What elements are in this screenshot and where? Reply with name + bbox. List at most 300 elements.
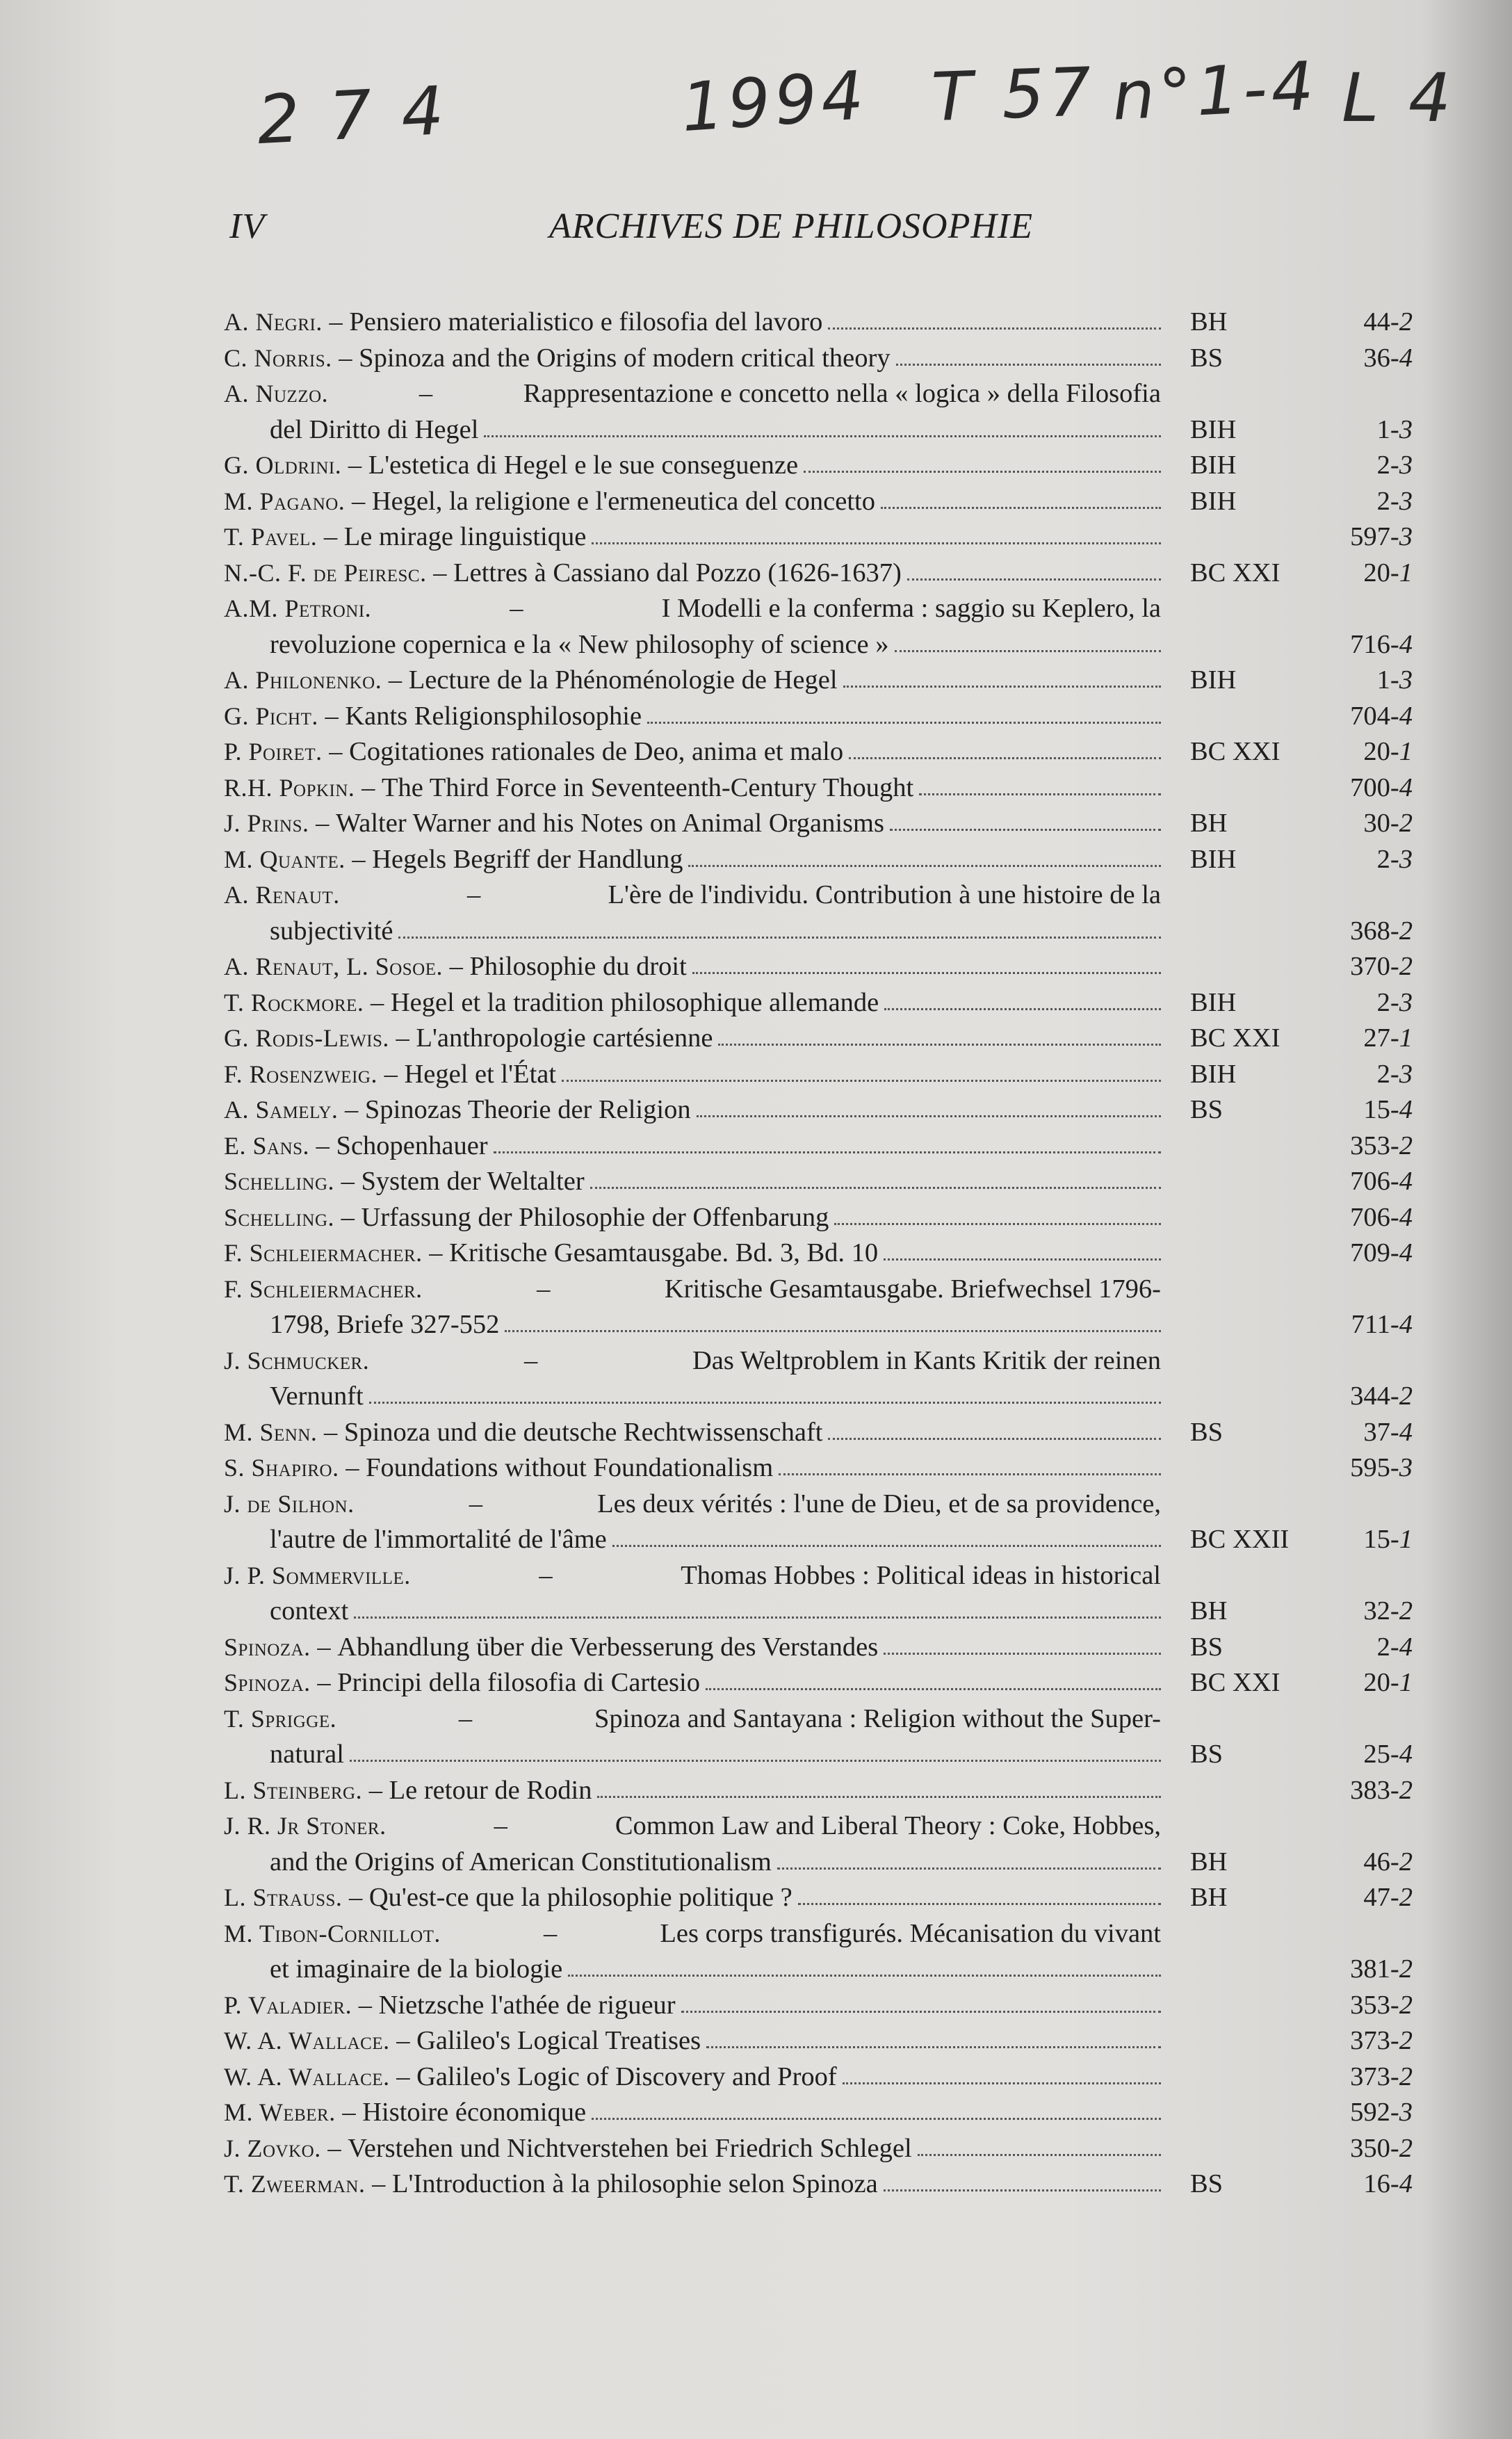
entry-dash: – — [345, 486, 372, 516]
leader-dots — [798, 1903, 1161, 1905]
entry-author: A. Nuzzo. — [224, 380, 329, 407]
entry-line — [224, 1128, 1413, 1165]
entry-text — [224, 806, 1161, 842]
entry-bulletin-code: BH — [1190, 809, 1228, 838]
entry-title: System der Weltalter — [361, 1167, 585, 1196]
index-entry — [224, 1272, 1413, 1343]
leader-dots — [592, 2118, 1161, 2120]
entry-page-ref — [1377, 842, 1413, 878]
index-entry — [224, 448, 1413, 484]
entry-page-number: 2- — [1376, 451, 1399, 480]
entry-page-ref — [1350, 1988, 1413, 2024]
entry-title: Thomas Hobbes : Political ideas in historical — [681, 1560, 1161, 1590]
entry-line — [224, 2023, 1413, 2059]
entry-author: A. Samely. — [224, 1096, 339, 1124]
entry-page-ref — [1350, 1235, 1413, 1272]
entry-title: Hegel et la tradition philosophique allemande — [390, 987, 879, 1017]
entry-bulletin-code: BIH — [1190, 665, 1237, 695]
entry-page-number: 2- — [1376, 1059, 1399, 1089]
index-entry — [224, 2166, 1413, 2203]
index-entry — [224, 341, 1413, 377]
entry-issue-number: 1 — [1399, 1668, 1413, 1697]
entry-title: Galileo's Logical Treatises — [416, 2026, 701, 2055]
entry-page-ref — [1363, 305, 1413, 341]
entry-issue-number: 4 — [1399, 1095, 1413, 1124]
entry-issue-number: 4 — [1399, 1167, 1413, 1196]
entry-title: Le mirage linguistique — [343, 522, 587, 551]
entry-bulletin-code: BIH — [1190, 486, 1237, 516]
entry-dash: – — [503, 594, 530, 623]
entry-title: Spinozas Theorie der Religion — [364, 1095, 691, 1124]
leader-dots — [484, 435, 1161, 437]
index-entry — [224, 1665, 1413, 1701]
entry-dash: – — [310, 1668, 338, 1697]
entry-page-number: 383- — [1350, 1775, 1399, 1805]
index-entry — [224, 1450, 1413, 1486]
entry-page-ref — [1350, 627, 1413, 663]
entry-page-number: 2- — [1376, 486, 1399, 516]
leader-dots — [692, 972, 1161, 974]
entry-line — [224, 2131, 1413, 2167]
entry-author: G. Rodis-Lewis. — [224, 1024, 389, 1052]
entry-text — [224, 699, 1161, 735]
entry-line — [224, 1200, 1413, 1236]
entry-page-number: 44- — [1363, 307, 1399, 337]
entry-title: revoluzione copernica e la « New philosophy of science » — [270, 629, 889, 659]
leader-dots — [597, 1796, 1161, 1798]
entry-dash: – — [318, 701, 346, 731]
entry-text — [270, 1594, 1161, 1630]
entry-title: Les deux vérités : l'une de Dieu, et de sa providence, — [597, 1489, 1161, 1518]
entry-bulletin-code: BIH — [1190, 844, 1237, 874]
entry-bulletin-code: BC XXI — [1190, 737, 1281, 766]
entry-line — [224, 1701, 1413, 1737]
entry-author: M. Quante. — [224, 845, 346, 873]
entry-line — [224, 1773, 1413, 1809]
entry-issue-number: 4 — [1399, 343, 1413, 373]
entry-text — [224, 1415, 1161, 1451]
entry-line — [224, 2059, 1413, 2096]
entry-title: Philosophie du droit — [469, 952, 687, 981]
entry-line — [224, 1522, 1413, 1558]
entry-author: J. Schmucker. — [224, 1346, 370, 1375]
entry-dash: – — [530, 1274, 557, 1304]
entry-text — [270, 1952, 1161, 1988]
entry-author: F. Rosenzweig. — [224, 1060, 377, 1088]
index-entry — [224, 1128, 1413, 1165]
entry-author: T. Zweerman. — [224, 2170, 366, 2198]
entry-bulletin-code: BC XXII — [1190, 1525, 1290, 1554]
entry-dash: – — [345, 844, 373, 874]
entry-page-number: 592- — [1350, 2098, 1399, 2127]
entry-page-ref — [1377, 448, 1413, 484]
entry-issue-number: 2 — [1399, 916, 1413, 946]
entry-author: M. Tibon-Cornillot. — [224, 1919, 441, 1947]
entry-page-number: 15- — [1363, 1525, 1399, 1554]
entry-page-ref — [1350, 770, 1413, 807]
entry-line — [224, 663, 1413, 699]
entry-dash: – — [377, 1059, 405, 1089]
entry-line — [224, 412, 1413, 448]
entry-dash: – — [332, 343, 359, 373]
leader-dots — [369, 1402, 1161, 1404]
entry-page-number: 344- — [1350, 1381, 1399, 1411]
index-entry — [224, 1916, 1413, 1988]
entry-bulletin-code: BC XXI — [1190, 1668, 1281, 1697]
leader-dots — [843, 686, 1161, 688]
entry-line — [224, 1880, 1413, 1916]
entry-page-ref — [1363, 1737, 1413, 1773]
entry-dash: – — [338, 1095, 365, 1124]
entry-page-number: 716- — [1350, 629, 1399, 659]
entry-author: J. Prins. — [224, 809, 309, 837]
entry-line — [224, 1343, 1413, 1379]
entry-title: subjectivité — [270, 916, 393, 946]
entry-dash: – — [317, 1417, 344, 1447]
entry-title: Cogitationes rationales de Deo, anima et malo — [349, 737, 844, 766]
entry-page-number: 709- — [1350, 1238, 1399, 1267]
entry-issue-number: 1 — [1399, 1023, 1413, 1053]
entry-line — [224, 699, 1413, 735]
entry-author: M. Weber. — [224, 2098, 336, 2126]
leader-dots — [612, 1545, 1161, 1547]
entry-text — [224, 1880, 1161, 1916]
entry-dash: – — [462, 1489, 489, 1518]
entry-issue-number: 3 — [1399, 1453, 1413, 1482]
handwritten-shelfmark — [250, 42, 1467, 160]
index-entry — [224, 806, 1413, 842]
handwritten-note: 2 7 4 — [255, 71, 450, 160]
entry-line — [224, 1808, 1413, 1845]
entry-bulletin-code: BS — [1190, 1417, 1224, 1447]
index-entry — [224, 2095, 1413, 2131]
entry-dash: – — [334, 1202, 361, 1232]
index-entry — [224, 1343, 1413, 1415]
entry-issue-number: 3 — [1399, 522, 1413, 551]
entry-bulletin-code: BC XXI — [1190, 1023, 1281, 1053]
entry-line — [224, 1307, 1413, 1343]
entry-line — [224, 770, 1413, 807]
entry-line — [224, 1164, 1413, 1200]
entry-title: L'ère de l'individu. Contribution à une histoire de la — [608, 880, 1161, 909]
entry-line — [224, 1021, 1413, 1057]
entry-issue-number: 4 — [1399, 1417, 1413, 1447]
entry-dash: – — [422, 1238, 450, 1267]
entry-page-number: 16- — [1363, 2169, 1399, 2198]
entry-page-ref — [1351, 1307, 1413, 1343]
entry-title: The Third Force in Seventeenth-Century Thought — [381, 772, 914, 802]
entry-line — [224, 1845, 1413, 1881]
entry-page-ref — [1377, 1057, 1413, 1093]
entry-issue-number: 2 — [1399, 1954, 1413, 1984]
entry-page-number: 595- — [1350, 1453, 1399, 1482]
entry-dash: – — [342, 1883, 369, 1912]
entry-text — [224, 949, 1161, 985]
entry-title: Spinoza and the Origins of modern critical theory — [359, 343, 891, 373]
entry-title: context — [270, 1596, 349, 1626]
handwritten-note: 1994 — [678, 56, 870, 147]
entry-line — [224, 1665, 1413, 1701]
entry-line — [224, 1057, 1413, 1093]
entry-author: J. R. Jr Stoner. — [224, 1812, 387, 1840]
entry-line — [224, 519, 1413, 556]
entry-author: J. P. Sommerville. — [224, 1561, 411, 1589]
entry-dash: – — [334, 1167, 361, 1196]
leader-dots — [718, 1044, 1161, 1046]
entry-author: W. A. Wallace. — [224, 2027, 390, 2055]
entry-text — [224, 448, 1161, 484]
entry-dash: – — [365, 2169, 392, 2198]
entry-issue-number: 2 — [1399, 1883, 1413, 1912]
entry-author: A. Negri. — [224, 308, 323, 336]
entry-author: G. Oldrini. — [224, 451, 342, 479]
entry-page-ref — [1363, 1415, 1413, 1451]
leader-dots — [505, 1330, 1161, 1332]
entry-page-ref — [1363, 1092, 1413, 1128]
entry-text — [224, 341, 1161, 377]
entry-title: Nietzsche l'athée de rigueur — [378, 1990, 676, 2020]
entry-page-number: 20- — [1363, 737, 1399, 766]
entry-page-ref — [1363, 341, 1413, 377]
index-entry — [224, 2023, 1413, 2059]
leader-dots — [354, 1616, 1161, 1619]
entry-dash: – — [309, 809, 336, 838]
entry-page-number: 20- — [1363, 558, 1399, 588]
entry-line — [224, 1558, 1413, 1594]
entry-title: Hegel et l'État — [404, 1059, 557, 1089]
entry-text — [224, 2166, 1161, 2203]
entry-issue-number: 3 — [1399, 2098, 1413, 2127]
entry-page-number: 1- — [1376, 414, 1399, 444]
entry-page-ref — [1350, 1952, 1413, 1988]
entry-text — [224, 484, 1161, 520]
entry-line — [224, 2166, 1413, 2203]
entry-issue-number: 4 — [1399, 772, 1413, 802]
journal-title: ARCHIVES DE PHILOSOPHIE — [549, 206, 1033, 246]
entry-page-ref — [1350, 2023, 1413, 2059]
entry-author: Spinoza. — [224, 1669, 311, 1696]
handwritten-note: L 4 — [1342, 59, 1456, 137]
entry-page-number: 350- — [1350, 2133, 1399, 2163]
entry-text — [224, 877, 1161, 914]
entry-issue-number: 3 — [1399, 414, 1413, 444]
entry-text — [270, 627, 1161, 663]
entry-issue-number: 2 — [1399, 2061, 1413, 2091]
entry-page-ref — [1350, 914, 1413, 950]
entry-dash: – — [310, 1632, 338, 1662]
entry-dash: – — [382, 665, 409, 695]
entry-title: Das Weltproblem in Kants Kritik der reinen — [692, 1345, 1161, 1375]
entry-issue-number: 2 — [1399, 1847, 1413, 1877]
entry-page-number: 370- — [1350, 952, 1399, 981]
entry-title: Histoire économique — [362, 2098, 587, 2127]
leader-dots — [918, 2154, 1161, 2156]
index-entry — [224, 699, 1413, 735]
entry-author: A. Philonenko. — [224, 666, 382, 694]
entry-page-ref — [1363, 1594, 1413, 1630]
entry-text — [270, 1379, 1161, 1415]
entry-page-number: 597- — [1350, 522, 1399, 551]
leader-dots — [884, 1258, 1161, 1261]
entry-author: N.-C. F. de Peiresc. — [224, 558, 427, 587]
entry-author: J. de Silhon. — [224, 1489, 355, 1518]
entry-bulletin-code: BH — [1190, 1847, 1228, 1877]
entry-line — [224, 305, 1413, 341]
entry-page-ref — [1350, 2095, 1413, 2131]
entry-line — [224, 734, 1413, 770]
entry-page-number: 15- — [1363, 1095, 1399, 1124]
entry-line — [224, 1092, 1413, 1128]
leader-dots — [884, 1653, 1161, 1655]
entry-text — [224, 1665, 1161, 1701]
entry-line — [224, 591, 1413, 627]
entry-page-number: 47- — [1363, 1883, 1399, 1912]
entry-author: A. Renaut. — [224, 881, 340, 909]
leader-dots — [562, 1080, 1161, 1082]
entry-title: Galileo's Logic of Discovery and Proof — [416, 2061, 837, 2091]
entry-line — [224, 1630, 1413, 1666]
entry-issue-number: 4 — [1399, 1310, 1413, 1339]
entry-page-ref — [1350, 1450, 1413, 1486]
entry-page-number: 1- — [1376, 665, 1399, 695]
entry-line — [224, 877, 1413, 914]
entry-issue-number: 3 — [1399, 1059, 1413, 1089]
entry-text — [224, 1092, 1161, 1128]
entry-dash: – — [320, 2133, 348, 2163]
entry-title: natural — [270, 1740, 344, 1769]
entry-text — [224, 663, 1161, 699]
entry-issue-number: 2 — [1399, 1775, 1413, 1805]
entry-page-ref — [1350, 699, 1413, 735]
entry-line — [224, 627, 1413, 663]
entry-line — [224, 1594, 1413, 1630]
entry-issue-number: 3 — [1399, 844, 1413, 874]
entry-line — [224, 1737, 1413, 1773]
entry-page-ref — [1363, 1021, 1413, 1057]
entry-bulletin-code: BS — [1190, 1632, 1224, 1662]
leader-dots — [896, 364, 1161, 366]
entry-page-ref — [1377, 484, 1413, 520]
entry-author: L. Steinberg. — [224, 1776, 363, 1804]
entry-title: Spinoza und die deutsche Rechtwissenschaft — [343, 1417, 823, 1447]
entry-page-number: 37- — [1363, 1417, 1399, 1447]
entry-title: Les corps transfigurés. Mécanisation du vivant — [660, 1918, 1161, 1948]
index-entry — [224, 519, 1413, 556]
entry-title: Abhandlung über die Verbesserung des Verstandes — [337, 1632, 879, 1662]
leader-dots — [843, 2082, 1161, 2084]
entry-bulletin-code: BH — [1190, 307, 1228, 337]
entry-page-number: 36- — [1363, 343, 1399, 373]
entry-text — [270, 1737, 1161, 1773]
entry-title: Spinoza and Santayana : Religion without the Super- — [594, 1703, 1161, 1733]
entry-author: E. Sans. — [224, 1131, 310, 1160]
entry-line — [224, 1988, 1413, 2024]
entry-text — [224, 2059, 1161, 2096]
entry-issue-number: 2 — [1399, 952, 1413, 981]
entry-text — [270, 1522, 1161, 1558]
entry-dash: – — [537, 1918, 564, 1948]
index-entry — [224, 1092, 1413, 1128]
entry-dash: – — [460, 880, 487, 909]
entry-dash: – — [412, 379, 439, 408]
entry-issue-number: 2 — [1399, 2026, 1413, 2055]
leader-dots — [706, 1688, 1161, 1690]
entry-line — [224, 556, 1413, 592]
entry-page-number: 2- — [1376, 987, 1399, 1017]
index-entry — [224, 1988, 1413, 2024]
entry-author: W. A. Wallace. — [224, 2062, 390, 2091]
entry-author: R.H. Popkin. — [224, 773, 355, 802]
entry-author: S. Shapiro. — [224, 1454, 339, 1482]
entry-issue-number: 4 — [1399, 1632, 1413, 1662]
entry-author: A. Renaut, L. Sosoe. — [224, 953, 444, 980]
entry-issue-number: 2 — [1399, 1596, 1413, 1626]
entry-dash: – — [487, 1811, 514, 1840]
entry-bulletin-code: BS — [1190, 1740, 1224, 1769]
entry-title: l'autre de l'immortalité de l'âme — [270, 1525, 607, 1554]
entry-dash: – — [389, 2061, 417, 2091]
entry-author: Schelling. — [224, 1167, 334, 1195]
entry-text — [224, 1128, 1161, 1165]
entry-page-number: 32- — [1363, 1596, 1399, 1626]
entry-page-number: 368- — [1350, 916, 1399, 946]
entry-author: L. Strauss. — [224, 1883, 343, 1911]
entry-line — [224, 1235, 1413, 1272]
entry-page-ref — [1377, 412, 1413, 448]
entry-text — [224, 556, 1161, 592]
entry-dash: – — [355, 772, 382, 802]
leader-dots — [398, 937, 1161, 939]
index-entry — [224, 949, 1413, 985]
leader-dots — [706, 2046, 1161, 2048]
leader-dots — [688, 865, 1161, 867]
entry-issue-number: 4 — [1399, 629, 1413, 659]
entry-page-ref — [1363, 1522, 1413, 1558]
entry-text — [224, 1343, 1161, 1379]
entry-page-ref — [1350, 1773, 1413, 1809]
entry-dash: – — [317, 522, 344, 551]
entry-author: F. Schleiermacher. — [224, 1274, 423, 1303]
entry-bulletin-code: BIH — [1190, 414, 1237, 444]
entry-dash: – — [443, 952, 470, 981]
index-entry — [224, 484, 1413, 520]
entry-title: et imaginaire de la biologie — [270, 1954, 563, 1984]
entry-title: L'anthropologie cartésienne — [416, 1023, 713, 1053]
entry-title: Verstehen und Nichtverstehen bei Friedrich Schlegel — [348, 2133, 912, 2163]
entry-author: F. Schleiermacher. — [224, 1239, 423, 1267]
entry-bulletin-code: BS — [1190, 2169, 1224, 2198]
entry-line — [224, 985, 1413, 1021]
entry-text — [224, 519, 1161, 556]
index-entry — [224, 556, 1413, 592]
entry-author: M. Senn. — [224, 1418, 318, 1446]
leader-dots — [895, 650, 1161, 652]
entry-line — [224, 1486, 1413, 1523]
entry-page-number: 706- — [1350, 1202, 1399, 1232]
entry-line — [224, 914, 1413, 950]
leader-dots — [681, 2011, 1161, 2013]
entry-dash: – — [362, 1775, 389, 1805]
entry-title: Rappresentazione e concetto nella « logica » della Filosofia — [523, 379, 1161, 408]
entry-text — [224, 1021, 1161, 1057]
index-entry — [224, 591, 1413, 663]
entry-text — [224, 1200, 1161, 1236]
leader-dots — [828, 327, 1161, 330]
entry-page-number: 704- — [1350, 701, 1399, 731]
entry-line — [224, 484, 1413, 520]
entry-dash: – — [322, 737, 350, 766]
entry-issue-number: 2 — [1399, 1131, 1413, 1160]
